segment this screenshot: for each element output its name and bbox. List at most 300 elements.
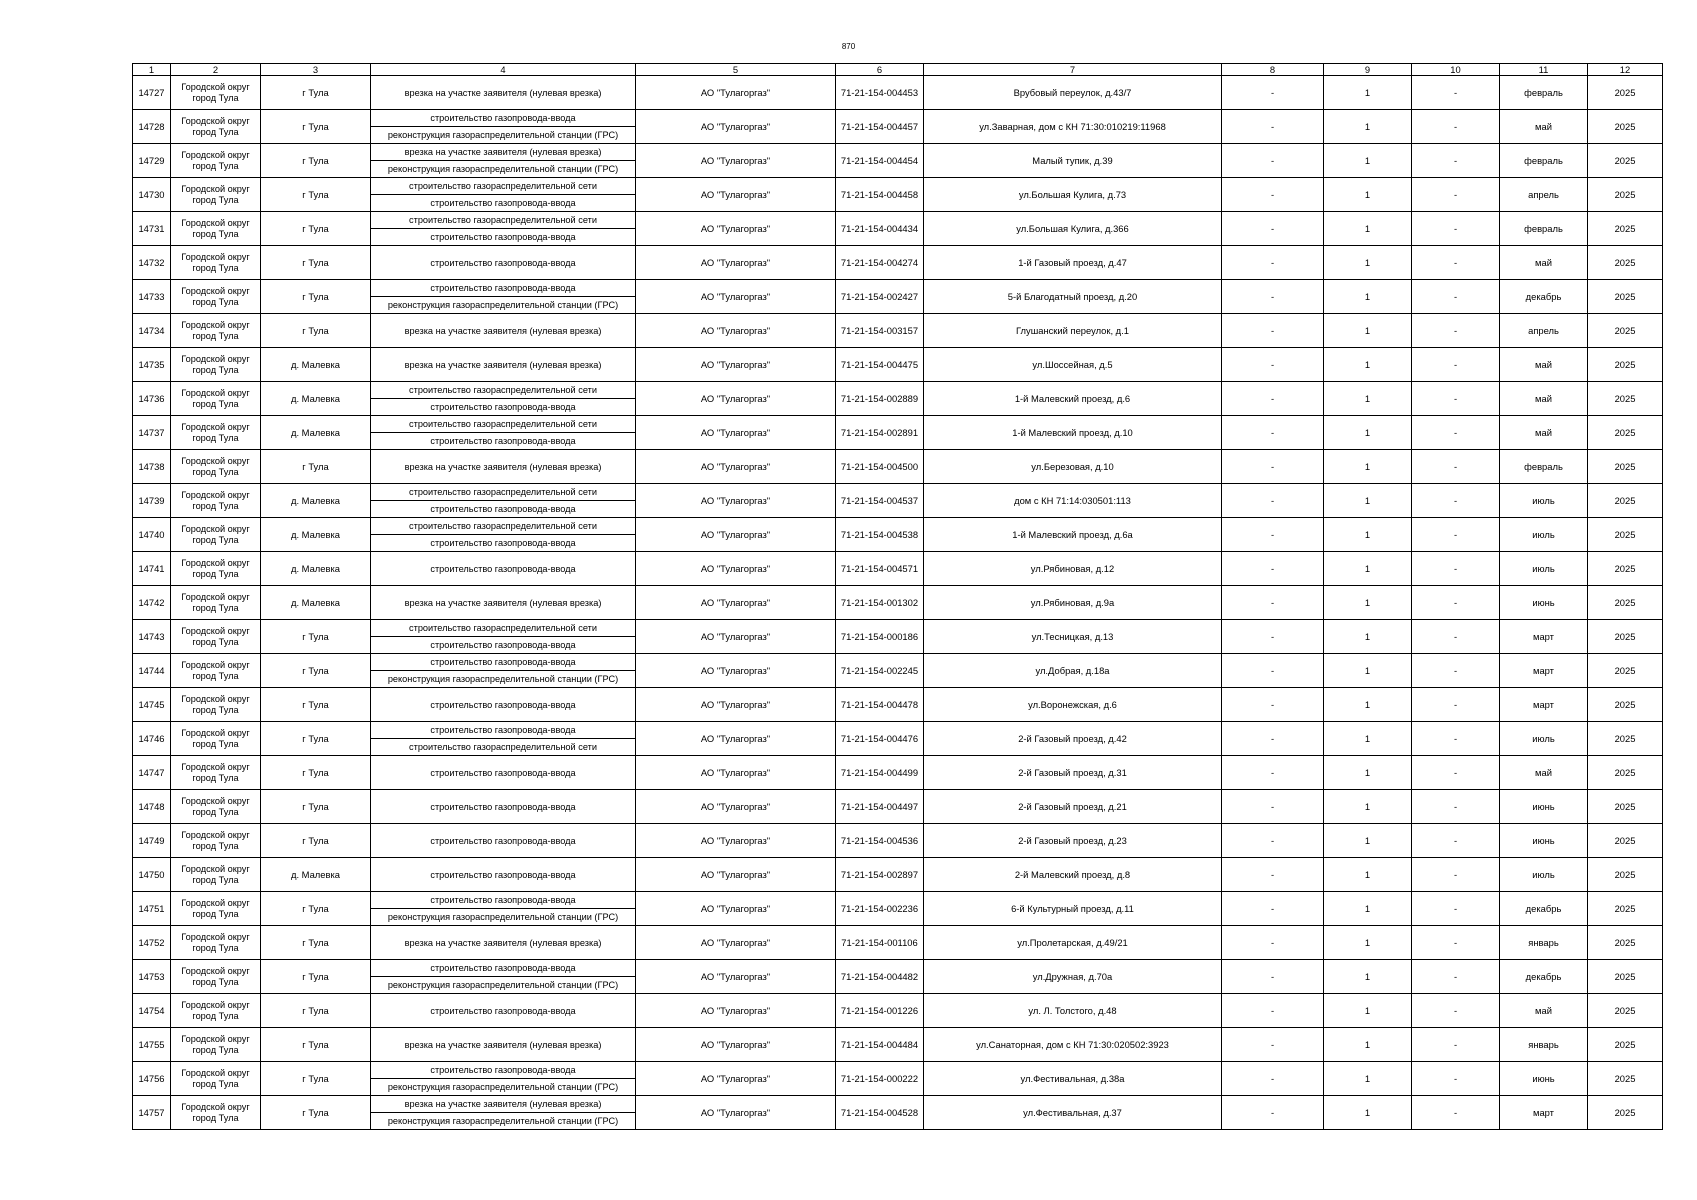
column-9-cell: 1	[1324, 994, 1412, 1028]
application-code-cell: 71-21-154-004484	[836, 1028, 924, 1062]
month-cell: июнь	[1500, 790, 1588, 824]
column-8-cell: -	[1222, 960, 1324, 994]
application-code-cell: 71-21-154-004457	[836, 110, 924, 144]
column-8-cell: -	[1222, 314, 1324, 348]
work-type-list	[371, 892, 635, 925]
column-8-cell: -	[1222, 1028, 1324, 1062]
column-8-cell: -	[1222, 824, 1324, 858]
table-row	[133, 382, 1663, 416]
address-cell: Малый тупик, д.39	[924, 144, 1222, 178]
column-8-cell: -	[1222, 450, 1324, 484]
work-type-line: строительство газопровода-ввода	[430, 257, 576, 268]
address-cell: ул.Березовая, д.10	[924, 450, 1222, 484]
organization-cell: АО "Тулагоргаз"	[636, 144, 836, 178]
column-header: 4	[371, 64, 636, 76]
settlement-cell: г Тула	[261, 1028, 371, 1062]
organization-cell: АО "Тулагоргаз"	[636, 756, 836, 790]
work-type-cell	[371, 892, 636, 926]
settlement-cell: г Тула	[261, 450, 371, 484]
work-type-line: реконструкция газораспределительной станции (ГРС)	[371, 976, 635, 993]
column-8-cell: -	[1222, 688, 1324, 722]
work-type-line: строительство газопровода-ввода	[430, 801, 576, 812]
organization-cell: АО "Тулагоргаз"	[636, 382, 836, 416]
address-cell: ул.Большая Кулига, д.366	[924, 212, 1222, 246]
work-type-cell	[371, 382, 636, 416]
row-number-cell: 14753	[133, 960, 171, 994]
application-code-cell: 71-21-154-001302	[836, 586, 924, 620]
month-cell: май	[1500, 246, 1588, 280]
year-cell: 2025	[1588, 960, 1663, 994]
column-header: 6	[836, 64, 924, 76]
work-type-line: строительство газопровода-ввода	[430, 563, 576, 574]
organization-cell: АО "Тулагоргаз"	[636, 416, 836, 450]
application-code-cell: 71-21-154-001226	[836, 994, 924, 1028]
work-type-line: строительство газопровода-ввода	[430, 1005, 576, 1016]
column-10-cell: -	[1412, 212, 1500, 246]
column-9-cell: 1	[1324, 892, 1412, 926]
month-cell: май	[1500, 756, 1588, 790]
work-type-cell	[371, 1062, 636, 1096]
work-type-list	[371, 323, 635, 339]
row-number-cell: 14734	[133, 314, 171, 348]
work-type-line: строительство газопровода-ввода	[371, 398, 635, 415]
work-type-list	[371, 110, 635, 143]
address-cell: ул.Пролетарская, д.49/21	[924, 926, 1222, 960]
work-type-cell	[371, 722, 636, 756]
month-cell: июль	[1500, 858, 1588, 892]
column-8-cell: -	[1222, 756, 1324, 790]
settlement-cell: г Тула	[261, 824, 371, 858]
column-header: 5	[636, 64, 836, 76]
column-9-cell: 1	[1324, 654, 1412, 688]
column-9-cell: 1	[1324, 688, 1412, 722]
month-cell: декабрь	[1500, 960, 1588, 994]
year-cell: 2025	[1588, 450, 1663, 484]
column-10-cell: -	[1412, 518, 1500, 552]
work-type-cell	[371, 1028, 636, 1062]
row-number-cell: 14737	[133, 416, 171, 450]
work-type-line: врезка на участке заявителя (нулевая врезка)	[404, 147, 602, 157]
column-8-cell: -	[1222, 858, 1324, 892]
column-9-cell: 1	[1324, 756, 1412, 790]
address-cell: ул.Рябиновая, д.12	[924, 552, 1222, 586]
column-10-cell: -	[1412, 892, 1500, 926]
column-10-cell: -	[1412, 246, 1500, 280]
work-type-line: строительство газопровода-ввода	[371, 500, 635, 517]
work-type-line: реконструкция газораспределительной станции (ГРС)	[371, 296, 635, 313]
work-type-list	[371, 518, 635, 551]
application-code-cell: 71-21-154-004538	[836, 518, 924, 552]
column-10-cell: -	[1412, 484, 1500, 518]
application-code-cell: 71-21-154-004499	[836, 756, 924, 790]
column-9-cell: 1	[1324, 620, 1412, 654]
column-8-cell: -	[1222, 484, 1324, 518]
address-cell: Глушанский переулок, д.1	[924, 314, 1222, 348]
settlement-cell: г Тула	[261, 756, 371, 790]
application-code-cell: 71-21-154-002427	[836, 280, 924, 314]
month-cell: июль	[1500, 518, 1588, 552]
work-type-line: строительство газопровода-ввода	[430, 895, 576, 905]
column-header: 11	[1500, 64, 1588, 76]
area-cell: Городской округ город Тула	[171, 76, 261, 110]
month-cell: декабрь	[1500, 280, 1588, 314]
table-row	[133, 620, 1663, 654]
month-cell: май	[1500, 348, 1588, 382]
month-cell: май	[1500, 382, 1588, 416]
month-cell: декабрь	[1500, 892, 1588, 926]
column-10-cell: -	[1412, 314, 1500, 348]
column-8-cell: -	[1222, 280, 1324, 314]
address-cell: 2-й Газовый проезд, д.21	[924, 790, 1222, 824]
application-code-cell: 71-21-154-002245	[836, 654, 924, 688]
settlement-cell: г Тула	[261, 790, 371, 824]
month-cell: январь	[1500, 1028, 1588, 1062]
column-9-cell: 1	[1324, 1096, 1412, 1130]
row-number-cell: 14750	[133, 858, 171, 892]
area-cell: Городской округ город Тула	[171, 416, 261, 450]
row-number-cell: 14749	[133, 824, 171, 858]
area-cell: Городской округ город Тула	[171, 518, 261, 552]
column-9-cell: 1	[1324, 518, 1412, 552]
row-number-cell: 14736	[133, 382, 171, 416]
address-cell: ул.Дружная, д.70а	[924, 960, 1222, 994]
settlement-cell: г Тула	[261, 892, 371, 926]
work-type-line: врезка на участке заявителя (нулевая врезка)	[404, 325, 602, 336]
register-body	[133, 76, 1663, 1130]
row-number-cell: 14741	[133, 552, 171, 586]
year-cell: 2025	[1588, 518, 1663, 552]
column-8-cell: -	[1222, 586, 1324, 620]
column-9-cell: 1	[1324, 926, 1412, 960]
work-type-line: врезка на участке заявителя (нулевая врезка)	[404, 461, 602, 472]
column-9-cell: 1	[1324, 1062, 1412, 1096]
settlement-cell: г Тула	[261, 926, 371, 960]
area-cell: Городской округ город Тула	[171, 994, 261, 1028]
organization-cell: АО "Тулагоргаз"	[636, 212, 836, 246]
settlement-cell: г Тула	[261, 110, 371, 144]
work-type-line: строительство газораспределительной сети	[409, 215, 597, 225]
application-code-cell: 71-21-154-004434	[836, 212, 924, 246]
area-cell: Городской округ город Тула	[171, 552, 261, 586]
year-cell: 2025	[1588, 178, 1663, 212]
column-9-cell: 1	[1324, 416, 1412, 450]
organization-cell: АО "Тулагоргаз"	[636, 1096, 836, 1130]
work-type-list	[371, 144, 635, 177]
column-8-cell: -	[1222, 1062, 1324, 1096]
column-header: 3	[261, 64, 371, 76]
row-number-cell: 14756	[133, 1062, 171, 1096]
work-type-list	[371, 1037, 635, 1053]
application-code-cell: 71-21-154-004536	[836, 824, 924, 858]
column-header: 1	[133, 64, 171, 76]
column-8-cell: -	[1222, 620, 1324, 654]
settlement-cell: г Тула	[261, 76, 371, 110]
settlement-cell: д. Малевка	[261, 484, 371, 518]
work-type-line: реконструкция газораспределительной станции (ГРС)	[371, 1112, 635, 1129]
work-type-line: строительство газораспределительной сети	[371, 738, 635, 755]
organization-cell: АО "Тулагоргаз"	[636, 348, 836, 382]
work-type-cell	[371, 212, 636, 246]
year-cell: 2025	[1588, 76, 1663, 110]
address-cell: ул.Большая Кулига, д.73	[924, 178, 1222, 212]
column-8-cell: -	[1222, 518, 1324, 552]
month-cell: февраль	[1500, 76, 1588, 110]
application-code-cell: 71-21-154-004537	[836, 484, 924, 518]
table-row	[133, 926, 1663, 960]
column-9-cell: 1	[1324, 1028, 1412, 1062]
application-code-cell: 71-21-154-004475	[836, 348, 924, 382]
year-cell: 2025	[1588, 1096, 1663, 1130]
table-row	[133, 110, 1663, 144]
work-type-cell	[371, 76, 636, 110]
work-type-cell	[371, 280, 636, 314]
table-row	[133, 756, 1663, 790]
column-number-header-row	[133, 64, 1663, 76]
work-type-list	[371, 561, 635, 577]
settlement-cell: г Тула	[261, 144, 371, 178]
application-code-cell: 71-21-154-004274	[836, 246, 924, 280]
settlement-cell: г Тула	[261, 960, 371, 994]
column-header: 9	[1324, 64, 1412, 76]
work-type-cell	[371, 620, 636, 654]
application-code-cell: 71-21-154-004482	[836, 960, 924, 994]
application-code-cell: 71-21-154-002889	[836, 382, 924, 416]
column-9-cell: 1	[1324, 246, 1412, 280]
work-type-line: строительство газораспределительной сети	[409, 623, 597, 633]
column-10-cell: -	[1412, 1062, 1500, 1096]
work-type-list	[371, 85, 635, 101]
work-type-cell	[371, 518, 636, 552]
address-cell: 1-й Малевский проезд, д.6	[924, 382, 1222, 416]
address-cell: дом с КН 71:14:030501:113	[924, 484, 1222, 518]
organization-cell: АО "Тулагоргаз"	[636, 586, 836, 620]
settlement-cell: г Тула	[261, 994, 371, 1028]
settlement-cell: д. Малевка	[261, 382, 371, 416]
settlement-cell: д. Малевка	[261, 586, 371, 620]
settlement-cell: г Тула	[261, 654, 371, 688]
row-number-cell: 14738	[133, 450, 171, 484]
column-9-cell: 1	[1324, 382, 1412, 416]
column-8-cell: -	[1222, 790, 1324, 824]
work-type-list	[371, 484, 635, 517]
column-header: 7	[924, 64, 1222, 76]
area-cell: Городской округ город Тула	[171, 756, 261, 790]
area-cell: Городской округ город Тула	[171, 926, 261, 960]
work-type-cell	[371, 484, 636, 518]
area-cell: Городской округ город Тула	[171, 246, 261, 280]
area-cell: Городской округ город Тула	[171, 620, 261, 654]
work-type-list	[371, 459, 635, 475]
year-cell: 2025	[1588, 1062, 1663, 1096]
area-cell: Городской округ город Тула	[171, 688, 261, 722]
work-type-list	[371, 382, 635, 415]
work-type-line: строительство газопровода-ввода	[430, 869, 576, 880]
application-code-cell: 71-21-154-003157	[836, 314, 924, 348]
work-type-line: строительство газораспределительной сети	[409, 521, 597, 531]
application-code-cell: 71-21-154-004497	[836, 790, 924, 824]
application-code-cell: 71-21-154-004476	[836, 722, 924, 756]
settlement-cell: г Тула	[261, 314, 371, 348]
column-10-cell: -	[1412, 416, 1500, 450]
work-type-line: врезка на участке заявителя (нулевая врезка)	[404, 1099, 602, 1109]
column-10-cell: -	[1412, 1096, 1500, 1130]
work-type-list	[371, 722, 635, 755]
column-10-cell: -	[1412, 926, 1500, 960]
column-10-cell: -	[1412, 654, 1500, 688]
application-code-cell: 71-21-154-004454	[836, 144, 924, 178]
column-8-cell: -	[1222, 892, 1324, 926]
organization-cell: АО "Тулагоргаз"	[636, 824, 836, 858]
application-code-cell: 71-21-154-004453	[836, 76, 924, 110]
year-cell: 2025	[1588, 688, 1663, 722]
column-8-cell: -	[1222, 552, 1324, 586]
month-cell: июль	[1500, 722, 1588, 756]
month-cell: январь	[1500, 926, 1588, 960]
column-8-cell: -	[1222, 416, 1324, 450]
work-type-cell	[371, 654, 636, 688]
year-cell: 2025	[1588, 280, 1663, 314]
work-type-list	[371, 697, 635, 713]
address-cell: 2-й Малевский проезд, д.8	[924, 858, 1222, 892]
table-row	[133, 552, 1663, 586]
row-number-cell: 14733	[133, 280, 171, 314]
application-code-cell: 71-21-154-004458	[836, 178, 924, 212]
organization-cell: АО "Тулагоргаз"	[636, 314, 836, 348]
column-10-cell: -	[1412, 552, 1500, 586]
application-code-cell: 71-21-154-002236	[836, 892, 924, 926]
settlement-cell: г Тула	[261, 722, 371, 756]
address-cell: 2-й Газовый проезд, д.23	[924, 824, 1222, 858]
work-type-line: строительство газопровода-ввода	[430, 1065, 576, 1075]
column-8-cell: -	[1222, 654, 1324, 688]
column-9-cell: 1	[1324, 314, 1412, 348]
organization-cell: АО "Тулагоргаз"	[636, 620, 836, 654]
organization-cell: АО "Тулагоргаз"	[636, 110, 836, 144]
work-type-line: строительство газопровода-ввода	[371, 534, 635, 551]
year-cell: 2025	[1588, 722, 1663, 756]
column-10-cell: -	[1412, 76, 1500, 110]
address-cell: 6-й Культурный проезд, д.11	[924, 892, 1222, 926]
work-type-line: строительство газопровода-ввода	[430, 657, 576, 667]
organization-cell: АО "Тулагоргаз"	[636, 484, 836, 518]
area-cell: Городской округ город Тула	[171, 144, 261, 178]
column-10-cell: -	[1412, 280, 1500, 314]
work-type-cell	[371, 586, 636, 620]
table-row	[133, 858, 1663, 892]
year-cell: 2025	[1588, 416, 1663, 450]
organization-cell: АО "Тулагоргаз"	[636, 960, 836, 994]
row-number-cell: 14752	[133, 926, 171, 960]
table-row	[133, 654, 1663, 688]
year-cell: 2025	[1588, 892, 1663, 926]
work-type-list	[371, 255, 635, 271]
address-cell: ул.Рябиновая, д.9а	[924, 586, 1222, 620]
month-cell: июль	[1500, 484, 1588, 518]
work-type-list	[371, 960, 635, 993]
row-number-cell: 14746	[133, 722, 171, 756]
month-cell: март	[1500, 688, 1588, 722]
work-type-line: врезка на участке заявителя (нулевая врезка)	[404, 1039, 602, 1050]
work-type-cell	[371, 178, 636, 212]
column-8-cell: -	[1222, 110, 1324, 144]
month-cell: март	[1500, 620, 1588, 654]
month-cell: июнь	[1500, 1062, 1588, 1096]
table-row	[133, 688, 1663, 722]
area-cell: Городской округ город Тула	[171, 858, 261, 892]
table-row	[133, 586, 1663, 620]
area-cell: Городской округ город Тула	[171, 314, 261, 348]
page-number: 870	[841, 42, 856, 51]
month-cell: июнь	[1500, 824, 1588, 858]
row-number-cell: 14732	[133, 246, 171, 280]
settlement-cell: г Тула	[261, 212, 371, 246]
work-type-line: реконструкция газораспределительной станции (ГРС)	[371, 670, 635, 687]
row-number-cell: 14754	[133, 994, 171, 1028]
work-type-list	[371, 1062, 635, 1095]
month-cell: март	[1500, 654, 1588, 688]
table-row	[133, 1096, 1663, 1130]
column-10-cell: -	[1412, 348, 1500, 382]
work-type-list	[371, 935, 635, 951]
work-type-list	[371, 357, 635, 373]
year-cell: 2025	[1588, 994, 1663, 1028]
address-cell: 1-й Малевский проезд, д.10	[924, 416, 1222, 450]
table-row	[133, 348, 1663, 382]
area-cell: Городской округ город Тула	[171, 654, 261, 688]
settlement-cell: г Тула	[261, 1096, 371, 1130]
settlement-cell: д. Малевка	[261, 552, 371, 586]
column-10-cell: -	[1412, 858, 1500, 892]
column-10-cell: -	[1412, 722, 1500, 756]
column-10-cell: -	[1412, 994, 1500, 1028]
work-type-list	[371, 280, 635, 313]
column-8-cell: -	[1222, 1096, 1324, 1130]
column-9-cell: 1	[1324, 450, 1412, 484]
work-type-line: реконструкция газораспределительной станции (ГРС)	[371, 1078, 635, 1095]
column-10-cell: -	[1412, 110, 1500, 144]
row-number-cell: 14745	[133, 688, 171, 722]
organization-cell: АО "Тулагоргаз"	[636, 552, 836, 586]
month-cell: май	[1500, 110, 1588, 144]
column-8-cell: -	[1222, 994, 1324, 1028]
work-type-line: строительство газопровода-ввода	[430, 725, 576, 735]
address-cell: 5-й Благодатный проезд, д.20	[924, 280, 1222, 314]
year-cell: 2025	[1588, 824, 1663, 858]
column-8-cell: -	[1222, 348, 1324, 382]
address-cell: ул.Фестивальная, д.38а	[924, 1062, 1222, 1096]
table-row	[133, 892, 1663, 926]
table-row	[133, 76, 1663, 110]
row-number-cell: 14757	[133, 1096, 171, 1130]
settlement-cell: д. Малевка	[261, 348, 371, 382]
organization-cell: АО "Тулагоргаз"	[636, 722, 836, 756]
column-10-cell: -	[1412, 960, 1500, 994]
month-cell: май	[1500, 416, 1588, 450]
column-8-cell: -	[1222, 76, 1324, 110]
organization-cell: АО "Тулагоргаз"	[636, 518, 836, 552]
column-9-cell: 1	[1324, 722, 1412, 756]
year-cell: 2025	[1588, 314, 1663, 348]
organization-cell: АО "Тулагоргаз"	[636, 450, 836, 484]
work-type-cell	[371, 348, 636, 382]
year-cell: 2025	[1588, 654, 1663, 688]
year-cell: 2025	[1588, 858, 1663, 892]
work-type-cell	[371, 994, 636, 1028]
row-number-cell: 14751	[133, 892, 171, 926]
organization-cell: АО "Тулагоргаз"	[636, 688, 836, 722]
organization-cell: АО "Тулагоргаз"	[636, 858, 836, 892]
work-type-cell	[371, 1096, 636, 1130]
